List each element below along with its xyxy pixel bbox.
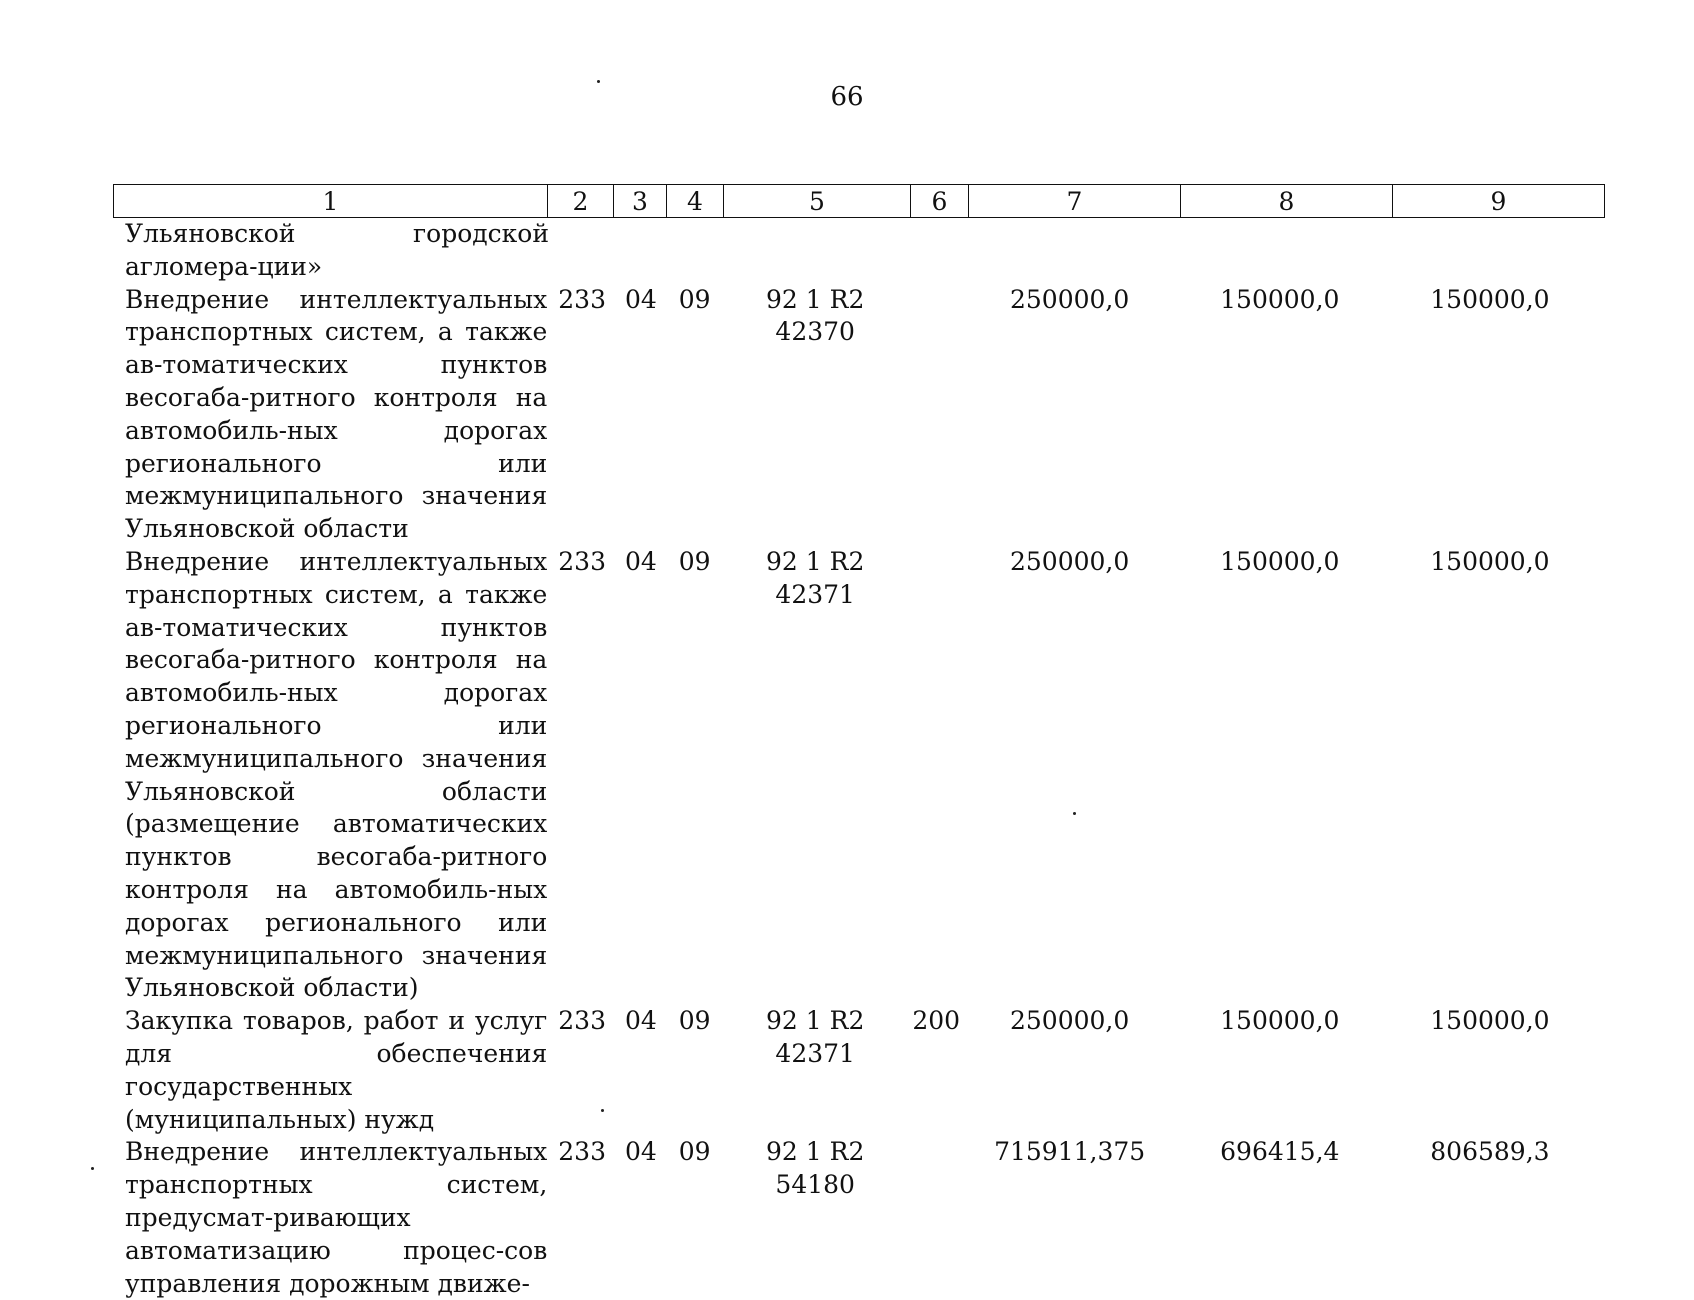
row-rz: 04 <box>625 1137 657 1167</box>
row-value-2: 150000,0 <box>1220 546 1340 576</box>
header-col-4: 4 <box>667 185 724 218</box>
row-name: Закупка товаров, работ и услуг для обеспечения государственных (муниципальных) нужд <box>125 1006 548 1134</box>
row-cs: 92 1 R2 42371 <box>766 546 865 609</box>
table-row <box>113 1136 1595 1300</box>
header-col-2: 2 <box>548 185 614 218</box>
header-col-5: 5 <box>724 185 911 218</box>
row-name: Внедрение интеллектуальных транспортных систем, а также ав-томатических пунктов весогаба-ритного контроля на автомобиль-ных дорогах регионального или межмуниципального значения Ульяновской области <box>125 284 548 544</box>
header-col-7: 7 <box>969 185 1181 218</box>
row-value-2: 150000,0 <box>1220 1006 1340 1036</box>
table-row <box>113 218 1595 284</box>
row-cs: 92 1 R2 42370 <box>766 284 865 347</box>
table-row <box>113 546 1595 1005</box>
header-col-9: 9 <box>1393 185 1605 218</box>
row-cs: 92 1 R2 42371 <box>766 1006 865 1068</box>
scan-speck <box>597 80 600 83</box>
column-header-row <box>113 184 1605 218</box>
row-name: Внедрение интеллектуальных транспортных систем, предусмат-ривающих автоматизацию процес-сов управления дорожным движе- <box>125 1137 548 1298</box>
header-col-6: 6 <box>911 185 969 218</box>
row-vr: 200 <box>912 1006 961 1036</box>
row-gr: 233 <box>558 284 606 314</box>
row-gr: 233 <box>558 1006 606 1036</box>
row-value-1: 250000,0 <box>1010 1006 1130 1036</box>
row-rz: 04 <box>625 546 657 576</box>
row-value-2: 150000,0 <box>1220 284 1340 314</box>
row-value-2: 696415,4 <box>1220 1137 1340 1167</box>
page-number: 66 <box>830 82 864 112</box>
row-value-1: 715911,375 <box>994 1137 1146 1167</box>
row-value-3: 806589,3 <box>1430 1137 1550 1167</box>
header-col-8: 8 <box>1181 185 1393 218</box>
row-name: Ульяновской городской агломера-ции» <box>125 219 549 281</box>
scan-speck <box>91 1167 94 1170</box>
row-pr: 09 <box>678 284 711 314</box>
table-row <box>113 1005 1595 1136</box>
row-value-1: 250000,0 <box>1010 284 1130 314</box>
row-pr: 09 <box>678 546 711 576</box>
row-value-3: 150000,0 <box>1430 1006 1550 1036</box>
row-rz: 04 <box>625 284 657 314</box>
scan-speck <box>601 1109 604 1112</box>
row-cs: 92 1 R2 54180 <box>766 1137 865 1200</box>
row-gr: 233 <box>558 1137 606 1167</box>
row-value-3: 150000,0 <box>1430 546 1550 576</box>
header-col-1: 1 <box>114 185 548 218</box>
row-value-1: 250000,0 <box>1010 546 1130 576</box>
row-gr: 233 <box>558 546 606 576</box>
header-col-3: 3 <box>614 185 667 218</box>
row-value-3: 150000,0 <box>1430 284 1550 314</box>
row-pr: 09 <box>678 1137 711 1167</box>
scan-speck <box>1073 812 1076 815</box>
row-pr: 09 <box>678 1006 711 1036</box>
budget-table-body <box>113 218 1595 1300</box>
row-rz: 04 <box>625 1006 657 1036</box>
row-name: Внедрение интеллектуальных транспортных систем, а также ав-томатических пунктов весогаба-ритного контроля на автомобиль-ных дорогах регионального или межмуниципального значения Ульяновской области (размещение автоматических пунктов весогаба-ритного контроля на автомобиль-ных дорогах регионального или межмуниципального значения Ульяновской области) <box>125 546 548 1003</box>
table-row <box>113 284 1595 546</box>
